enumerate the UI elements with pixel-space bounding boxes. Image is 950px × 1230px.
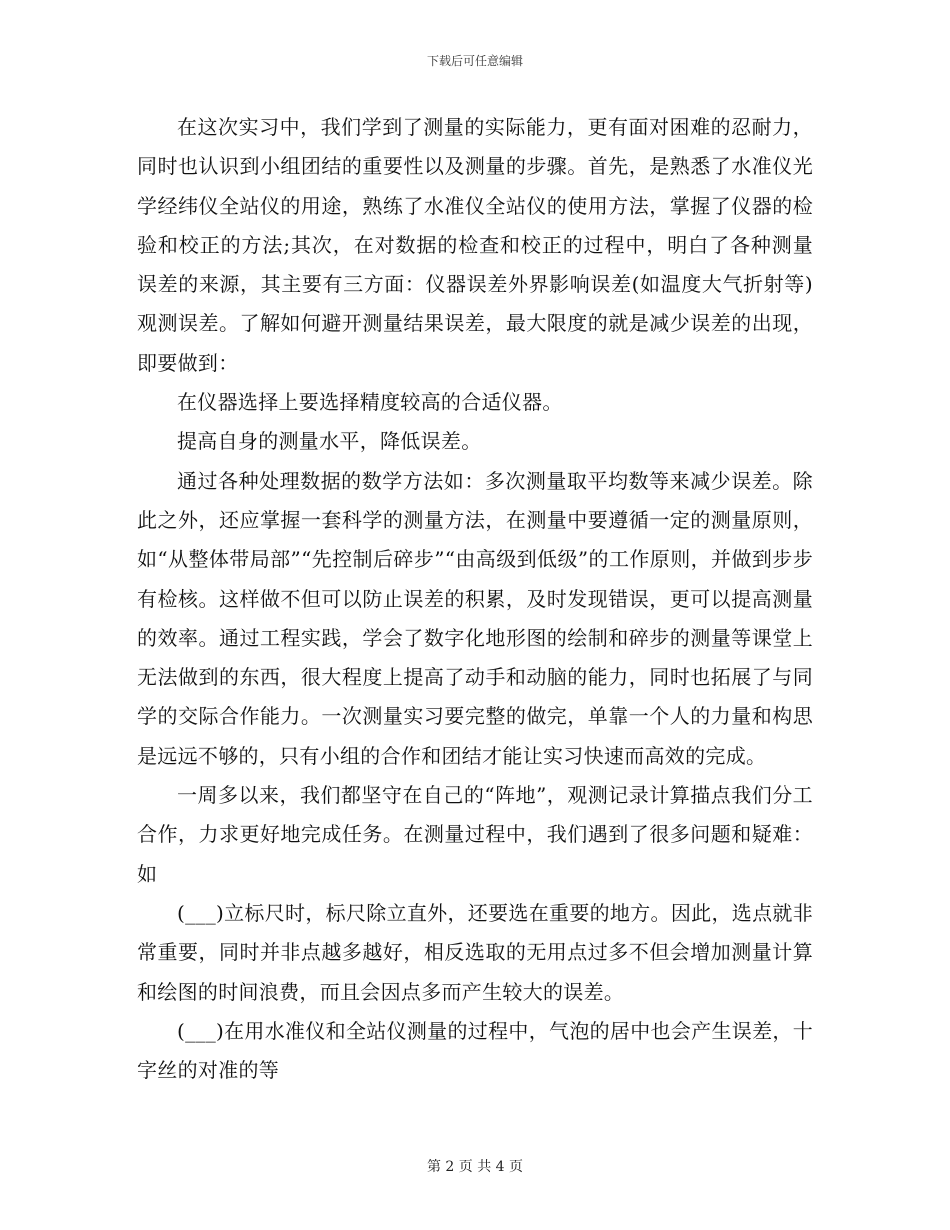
paragraph-staff-placement: (___)立标尺时，标尺除立直外，还要选在重要的地方。因此，选点就非常重要，同时并非点越多越好，相反选取的无用点过多不但会增加测量计算和绘图的时间浪费，而且会因点多而产生较大的误差。 [137,900,813,1004]
paragraph-improve-skill: 提高自身的测量水平，降低误差。 [177,429,482,454]
paragraph-bubble-centering: (___)在用水准仪和全站仪测量的过程中，气泡的居中也会产生误差，十字丝的对准的等 [137,1018,813,1083]
page-number: 第 2 页 共 4 页 [426,1159,524,1175]
document-body [137,108,813,1090]
paragraph-instrument-selection: 在仪器选择上要选择精度较高的合适仪器。 [177,390,563,415]
paragraph-data-methods: 通过各种处理数据的数学方法如：多次测量取平均数等来减少误差。除此之外，还应掌握一套科学的测量方法，在测量中要遵循一定的测量原则，如“从整体带局部”“先控制后碎步”“由高级到低级”的工作原则，并做到步步有检核。这样做不但可以防止误差的积累，及时发现错误，更可以提高测量的效率。通过工程实践，学会了数字化地形图的绘制和碎步的测量等课堂上无法做到的东西，很大程度上提高了动手和动脑的能力，同时也拓展了与同学的交际合作能力。一次测量实习要完整的做完，单靠一个人的力量和构思是远远不够的，只有小组的合作和团结才能让实习快速而高效的完成。 [137,468,813,768]
page-header: 下载后可任意编辑 [426,54,523,68]
paragraph-internship-gains: 在这次实习中，我们学到了测量的实际能力，更有面对困难的忍耐力，同时也认识到小组团结的重要性以及测量的步骤。首先，是熟悉了水准仪光学经纬仪全站仪的用途，熟练了水准仪全站仪的使用方法，掌握了仪器的检验和校正的方法;其次，在对数据的检查和校正的过程中，明白了各种测量误差的来源，其主要有三方面：仪器误差外界影响误差(如温度大气折射等)观测误差。了解如何避开测量结果误差，最大限度的就是减少误差的出现，即要做到： [137,115,813,375]
paragraph-teamwork: 一周多以来，我们都坚守在自己的“阵地”，观测记录计算描点我们分工合作，力求更好地完成任务。在测量过程中，我们遇到了很多问题和疑难：如 [137,783,813,886]
